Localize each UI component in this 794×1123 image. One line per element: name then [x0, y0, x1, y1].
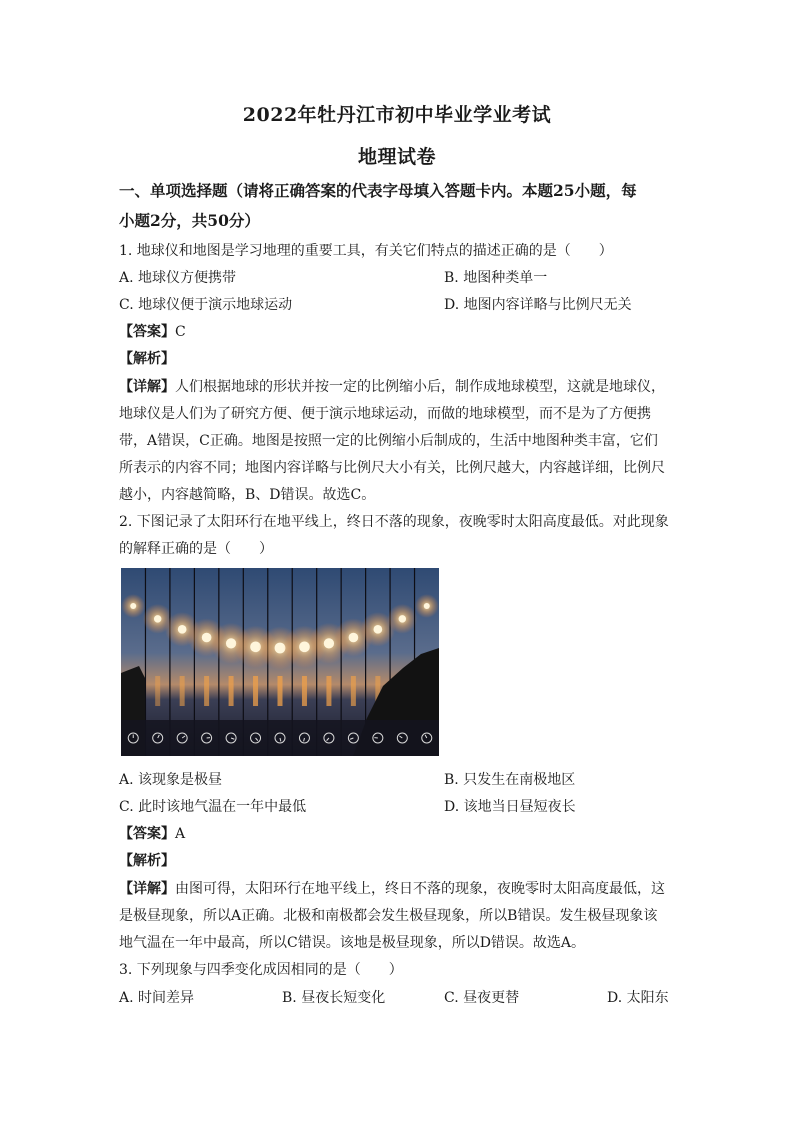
- q3-option-a: A. 时间差异: [119, 990, 195, 1006]
- q1-detail-tag: 【详解】: [119, 379, 175, 395]
- q2-detail-text1: 由图可得，太阳环行在地平线上，终日不落的现象，夜晚零时太阳高度最低，这: [175, 881, 665, 897]
- q1-detail-text1: 人们根据地球的形状并按一定的比例缩小后，制作成地球模型，这就是地球仪，: [175, 379, 665, 395]
- sun-reflection: [180, 676, 185, 706]
- q2-detail-line2: 是极昼现象，所以A正确。北极和南极都会发生极昼现象，所以B错误。发生极昼现象该: [119, 908, 658, 924]
- q2-option-c: C. 此时该地气温在一年中最低: [119, 799, 307, 815]
- q1-detail-line1: [119, 377, 679, 397]
- q2-detail-line1: [119, 879, 679, 899]
- q1-answer-value: C: [175, 324, 186, 340]
- sun: [349, 633, 359, 643]
- q2-answer-tag: 【答案】: [119, 826, 175, 842]
- exam-title: 2022年牡丹江市初中毕业学业考试: [242, 104, 552, 126]
- q1-detail-line3: 带，A错误，C正确。地图是按照一定的比例缩小后制成的，生活中地图种类丰富，它们: [119, 433, 658, 449]
- q2-option-d: D. 该地当日昼短夜长: [444, 799, 576, 815]
- sun-reflection: [204, 676, 209, 706]
- sun: [374, 625, 383, 634]
- q2-option-b: B. 只发生在南极地区: [444, 772, 576, 788]
- sun: [154, 615, 161, 622]
- exam-subtitle: 地理试卷: [357, 146, 436, 168]
- q3-option-d: D. 太阳东: [607, 990, 669, 1006]
- q2-analysis-tag: 【解析】: [119, 853, 175, 869]
- q2-answer-value: A: [175, 826, 186, 842]
- sun-reflection: [229, 676, 234, 706]
- sun-reflection: [326, 676, 331, 706]
- sun-reflection: [155, 676, 160, 706]
- sun: [324, 638, 334, 648]
- q1-analysis-tag: 【解析】: [119, 351, 175, 367]
- q1-answer: [119, 322, 679, 342]
- q1-stem: 1. 地球仪和地图是学习地理的重要工具，有关它们特点的描述正确的是（ ）: [119, 243, 613, 259]
- q3-option-c: C. 昼夜更替: [444, 990, 520, 1006]
- sun: [424, 603, 430, 609]
- q3-stem: 3. 下列现象与四季变化成因相同的是（ ）: [119, 962, 403, 978]
- q2-option-a: A. 该现象是极昼: [119, 772, 223, 788]
- sun-reflection: [351, 676, 356, 706]
- q1-answer-tag: 【答案】: [119, 324, 175, 340]
- sun: [299, 642, 310, 653]
- q2-answer: [119, 824, 679, 844]
- sun-reflection: [253, 676, 258, 706]
- q1-option-c: C. 地球仪便于演示地球运动: [119, 297, 293, 313]
- midnight-sun-photo: [121, 568, 439, 756]
- q1-detail-line2: 地球仪是人们为了研究方便、便于演示地球运动，而做的地球模型，而不是为了方便携: [119, 406, 651, 422]
- q2-detail-line3: 地气温在一年中最高，所以C错误。该地是极昼现象，所以D错误。故选A。: [119, 935, 586, 951]
- q3-option-b: B. 昼夜长短变化: [282, 990, 386, 1006]
- sun: [399, 615, 406, 622]
- q2-stem-line2: 的解释正确的是（ ）: [119, 541, 273, 557]
- section-heading-line1: 一、单项选择题（请将正确答案的代表字母填入答题卡内。本题25小题，每: [119, 181, 637, 200]
- q1-option-b: B. 地图种类单一: [444, 270, 548, 286]
- sun-reflection: [302, 676, 307, 706]
- q1-detail-line4: 所表示的内容不同；地图内容详略与比例尺大小有关，比例尺越大，内容越详细，比例尺: [119, 460, 665, 476]
- sun: [202, 633, 212, 643]
- sun: [130, 603, 136, 609]
- q1-option-a: A. 地球仪方便携带: [119, 270, 237, 286]
- q1-option-d: D. 地图内容详略与比例尺无关: [444, 297, 632, 313]
- sun: [178, 625, 187, 634]
- q2-detail-tag: 【详解】: [119, 881, 175, 897]
- q2-stem-line1: 2. 下图记录了太阳环行在地平线上，终日不落的现象，夜晚零时太阳高度最低。对此现象: [119, 514, 669, 530]
- section-heading-line2: 小题2分，共50分）: [119, 211, 260, 230]
- sun-reflection: [278, 676, 283, 706]
- q1-detail-line5: 越小，内容越简略，B、D错误。故选C。: [119, 487, 376, 503]
